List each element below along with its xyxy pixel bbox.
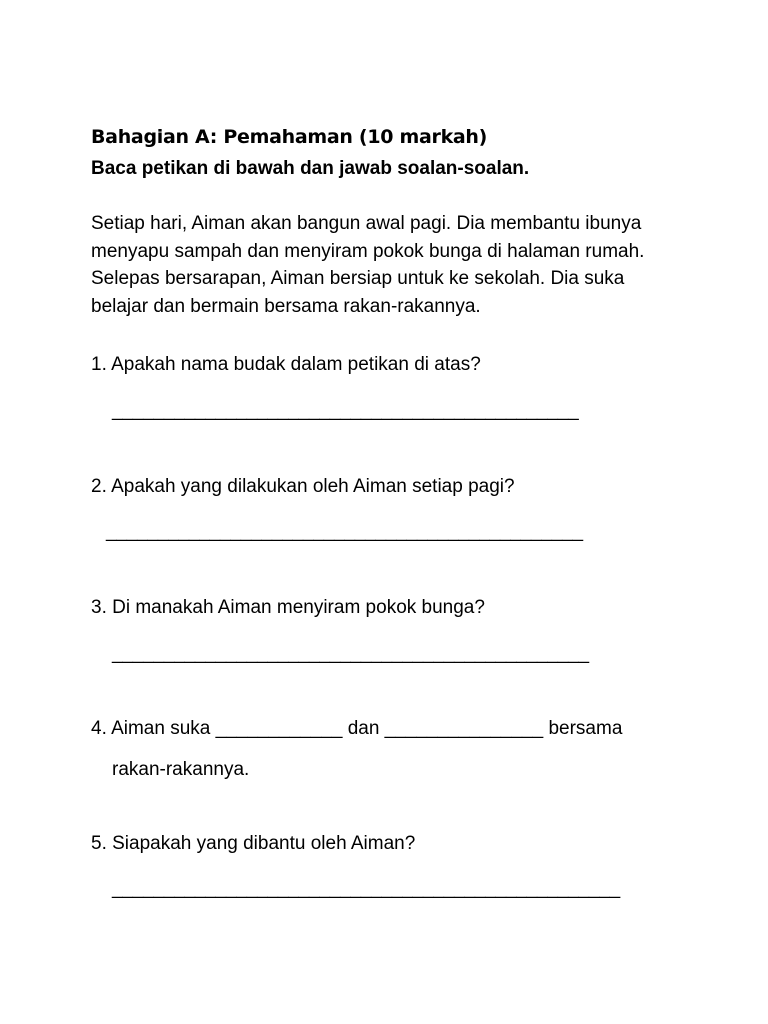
answer-line-5[interactable]: _________________________________________________ [112,878,620,899]
answer-line-2[interactable]: ______________________________________________ [106,521,583,542]
question-1: 1. Apakah nama budak dalam petikan di atas? [91,354,481,375]
instruction-text: Baca petikan di bawah dan jawab soalan-soalan. [91,158,530,179]
passage-line: Setiap hari, Aiman akan bangun awal pagi. Dia membantu ibunya [91,213,642,234]
answer-line-3[interactable]: ______________________________________________ [112,643,589,664]
passage-line: Selepas bersarapan, Aiman bersiap untuk ke sekolah. Dia suka [91,268,625,289]
section-heading: Bahagian A: Pemahaman (10 markah) [91,126,488,148]
reading-passage [91,210,644,320]
question-4: 4. Aiman suka ____________ dan _______________ bersama [91,718,623,739]
question-2: 2. Apakah yang dilakukan oleh Aiman setiap pagi? [91,476,515,497]
answer-line-1[interactable]: _____________________________________________ [112,400,579,421]
passage-line: menyapu sampah dan menyiram pokok bunga di halaman rumah. [91,240,645,262]
passage-line: belajar dan bermain bersama rakan-rakannya. [91,295,481,317]
question-4-continuation: rakan-rakannya. [112,759,250,780]
question-5: 5. Siapakah yang dibantu oleh Aiman? [91,833,416,854]
question-3: 3. Di manakah Aiman menyiram pokok bunga? [91,597,485,618]
